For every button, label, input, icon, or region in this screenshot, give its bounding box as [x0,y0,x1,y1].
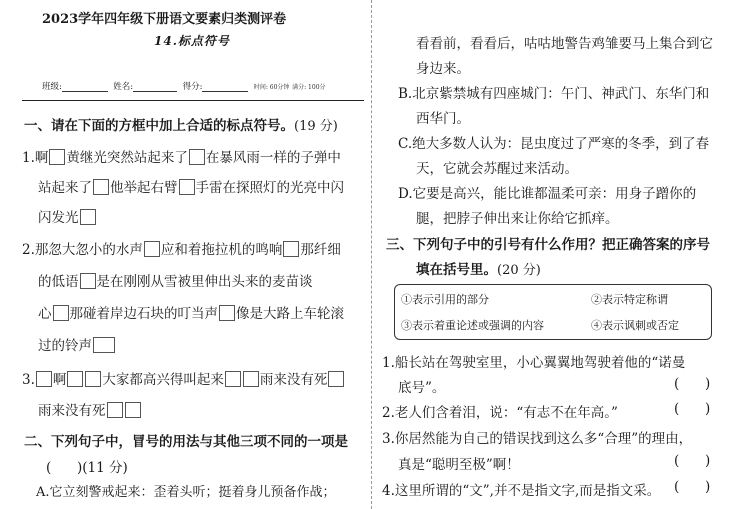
s1-q2-line4 [38,334,116,354]
text: 心 [38,306,52,322]
left-column [0,0,372,509]
score-label: 得分: [182,82,203,92]
answer-box[interactable] [85,371,101,387]
s1-q1-line1 [22,146,341,166]
answer-box[interactable] [144,241,160,257]
legend-item-2: ②表示特定称谓 [591,293,668,306]
answer-box[interactable] [179,179,195,195]
student-info-row [42,80,326,92]
text: 过的铃声 [38,338,92,354]
header-rule [22,100,364,101]
name-label: 姓名: [113,82,134,92]
answer-box[interactable] [80,273,96,289]
answer-box[interactable] [125,402,141,418]
s3-q3-line1: 3.你居然能为自己的错误找到这么多“合理”的理由， [382,431,693,447]
section3-score: (20 分) [497,263,541,278]
s3-q1-line2: 底号”。 [398,380,446,396]
text: 大家都高兴得叫起来 [102,372,224,388]
section2-score: (11 分) [82,460,128,476]
name-field[interactable] [133,82,177,92]
quotation-usage-legend [394,284,712,340]
legend-item-4: ④表示讽刺或否定 [591,319,679,332]
answer-box[interactable] [49,149,65,165]
s3-q4: 4.这里所谓的“文”,并不是指文字,而是指文采。 [382,483,661,499]
s2-option-b-l1: B.北京紫禁城有四座城门：午门、神武门、东华门和 [398,86,710,102]
s1-q2-line2 [38,270,313,290]
text: 3. [22,372,35,388]
s3-q3-line2: 真是“聪明至极”啊！ [398,457,520,473]
section2-heading: 二、下列句子中，冒号的用法与其他三项不同的一项是 [24,434,348,450]
class-label: 班级: [42,82,62,92]
section1-score: (19 分) [294,119,338,134]
exam-title: 2023学年四年级下册语文要素归类测评卷 [42,12,287,27]
text: 1.啊 [22,150,49,166]
s3-q2: 2.老人们含着泪，说：“有志不在年高。” [382,405,618,421]
answer-box[interactable] [328,371,344,387]
s1-q2-line3 [38,302,344,322]
text: 应和着拖拉机的鸣响 [160,242,283,258]
section1-heading-text: 一、请在下面的方框中加上合适的标点符号。 [24,118,294,134]
text: 站起来了 [38,180,92,196]
s1-q3-line2 [38,399,142,419]
answer-box[interactable] [36,371,52,387]
s1-q1-line2 [38,176,344,196]
text: 啊 [52,372,67,388]
text: 在暴风雨一样的子弹中 [205,150,341,166]
section3-heading-text: 填在括号里。 [416,262,497,278]
answer-box[interactable] [283,241,299,257]
text: 手雷在探照灯的光亮中闪 [195,180,344,196]
time-label: 时间: 60分钟 [253,84,290,91]
s2-option-c-l2: 天，它就会苏醒过来活动。 [416,161,578,177]
s2-option-b-l2: 西华门。 [416,111,470,127]
s2-option-a-cont2: 身边来。 [416,61,470,77]
s1-q3-line1 [22,368,345,388]
s1-q1-line3 [38,206,97,226]
s3-q2-answer-paren[interactable]: ( ) [674,401,711,417]
section1-heading [24,114,338,134]
answer-paren[interactable]: ( ) [46,460,83,476]
answer-box[interactable] [219,305,235,321]
text: 闪发光 [38,210,79,226]
text: 黄继光突然站起来了 [66,150,188,166]
answer-box[interactable] [243,371,259,387]
s1-q2-line1 [22,238,341,258]
text: 雨来没有死 [259,372,328,388]
answer-box[interactable] [225,371,241,387]
s2-option-d-l2: 腿，把脖子伸出来让你给它抓痒。 [416,211,619,227]
text: 那纤细 [300,242,341,258]
score-field[interactable] [202,82,248,92]
legend-item-3: ③表示着重论述或强调的内容 [401,319,544,332]
s2-option-c-l1: C.绝大多数人认为：昆虫度过了严寒的冬季，到了春 [398,136,710,152]
s3-q1-line1: 1.船长站在驾驶室里，小心翼翼地驾驶着他的“诺曼 [382,355,686,371]
section2-answer-row [46,456,128,476]
section3-heading-l1: 三、下列句子中的引号有什么作用？把正确答案的序号 [386,237,710,253]
answer-box[interactable] [67,371,83,387]
answer-box[interactable] [93,337,115,353]
text: 他举起右臂 [110,180,178,196]
column-divider [371,0,372,509]
section3-heading-l2 [416,258,541,278]
s2-option-a: A.它立刻警戒起来：歪着头听；挺着身儿预备作战； [36,485,336,500]
text: 像是大路上车轮滚 [236,306,344,322]
s2-option-d-l1: D.它要是高兴，能比谁都温柔可亲：用身子蹭你的 [398,186,697,202]
legend-item-1: ①表示引用的部分 [401,293,489,306]
answer-box[interactable] [80,209,96,225]
answer-box[interactable] [189,149,205,165]
s3-q1-answer-paren[interactable]: ( ) [674,376,711,392]
answer-box[interactable] [53,305,69,321]
text: 雨来没有死 [38,403,106,419]
s2-option-a-cont1: 看看前，看看后，咕咕地警告鸡雏要马上集合到它 [416,36,713,52]
text: 的低语 [38,274,79,290]
lesson-subtitle: 14.标点符号 [154,34,230,48]
text: 是在刚刚从雪被里伸出头来的麦苗谈 [96,274,313,290]
answer-box[interactable] [93,179,109,195]
answer-box[interactable] [107,402,123,418]
text: 2.那忽大忽小的水声 [22,242,143,258]
full-score-label: 满分: 100分 [292,84,326,91]
s3-q3-answer-paren[interactable]: ( ) [674,453,711,469]
text: 那碰着岸边石块的叮当声 [69,306,218,322]
s3-q4-answer-paren[interactable]: ( ) [674,479,711,495]
class-field[interactable] [62,82,108,92]
